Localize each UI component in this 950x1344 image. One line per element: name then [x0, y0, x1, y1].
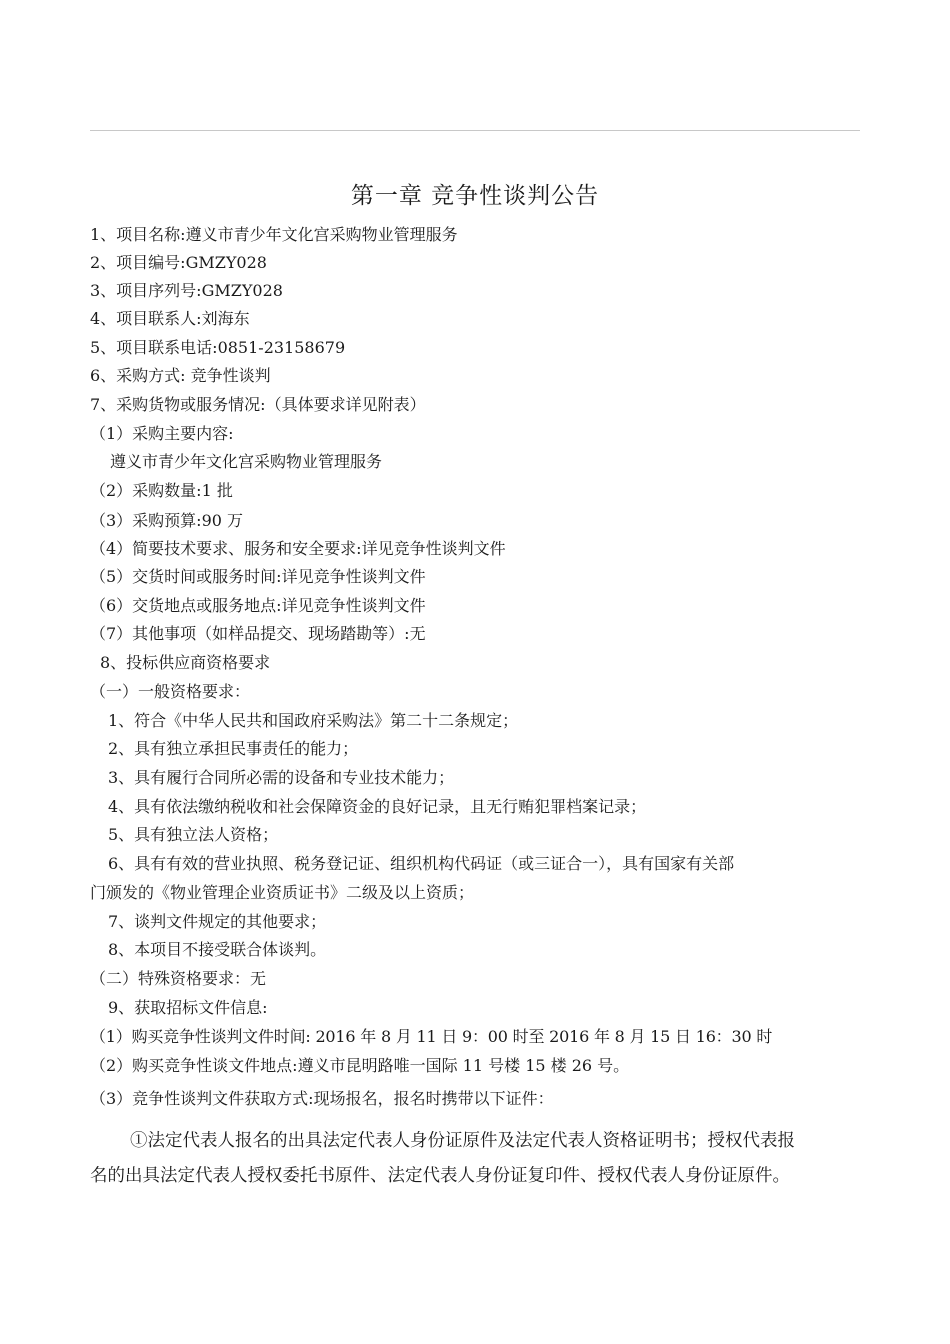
text-line: （一）一般资格要求： — [90, 682, 251, 701]
text-line: （3）竞争性谈判文件获取方式:现场报名，报名时携带以下证件： — [90, 1089, 554, 1108]
text-line: 9、获取招标文件信息: — [108, 998, 268, 1017]
text-line: 遵义市青少年文化宫采购物业管理服务 — [110, 452, 383, 471]
text-line: 6、具有有效的营业执照、税务登记证、组织机构代码证（或三证合一），具有国家有关部 — [108, 854, 735, 873]
text-line: （6）交货地点或服务地点:详见竞争性谈判文件 — [90, 596, 426, 615]
text-line: 6、采购方式: 竞争性谈判 — [90, 366, 271, 385]
text-line: 7、谈判文件规定的其他要求； — [108, 912, 327, 931]
text-line: 1、项目名称:遵义市青少年文化宫采购物业管理服务 — [90, 225, 458, 244]
text-line: （7）其他事项（如样品提交、现场踏勘等）:无 — [90, 624, 426, 643]
text-line: （5）交货时间或服务时间:详见竞争性谈判文件 — [90, 567, 426, 586]
text-line: 门颁发的《物业管理企业资质证书》二级及以上资质； — [90, 883, 475, 902]
text-line: 7、采购货物或服务情况:（具体要求详见附表） — [90, 395, 426, 414]
text-line: （二）特殊资格要求：无 — [90, 969, 267, 988]
text-line: 8、投标供应商资格要求 — [100, 653, 271, 672]
text-line: 名的出具法定代表人授权委托书原件、法定代表人身份证复印件、授权代表人身份证原件。 — [90, 1166, 790, 1186]
text-line: （2）购买竞争性谈文件地点:遵义市昆明路唯一国际 11 号楼 15 楼 26 号。 — [90, 1056, 630, 1075]
text-line: ①法定代表人报名的出具法定代表人身份证原件及法定代表人资格证明书；授权代表报 — [130, 1131, 795, 1151]
chapter-title: 第一章 竞争性谈判公告 — [350, 183, 600, 209]
text-line: （1）采购主要内容: — [90, 424, 234, 443]
text-line: 4、具有依法缴纳税收和社会保障资金的良好记录，且无行贿犯罪档案记录； — [108, 797, 647, 816]
text-line: （4）简要技术要求、服务和安全要求:详见竞争性谈判文件 — [90, 539, 506, 558]
text-line: 2、具有独立承担民事责任的能力； — [108, 739, 359, 758]
text-line: 5、项目联系电话:0851-23158679 — [90, 338, 346, 357]
text-line: 3、项目序列号:GMZY028 — [90, 281, 283, 300]
text-line: 1、符合《中华人民共和国政府采购法》第二十二条规定； — [108, 711, 519, 730]
header-rule — [90, 130, 860, 131]
text-line: （2）采购数量:1 批 — [90, 481, 233, 500]
text-line: 8、本项目不接受联合体谈判。 — [108, 940, 327, 959]
text-line: 2、项目编号:GMZY028 — [90, 253, 267, 272]
text-line: （1）购买竞争性谈判文件时间: 2016 年 8 月 11 日 9：00 时至 2016 年 8 月 15 日 16：30 时 — [90, 1027, 773, 1046]
text-line: 5、具有独立法人资格； — [108, 825, 279, 844]
text-line: 4、项目联系人:刘海东 — [90, 309, 250, 328]
text-line: （3）采购预算:90 万 — [90, 511, 244, 530]
text-line: 3、具有履行合同所必需的设备和专业技术能力； — [108, 768, 455, 787]
